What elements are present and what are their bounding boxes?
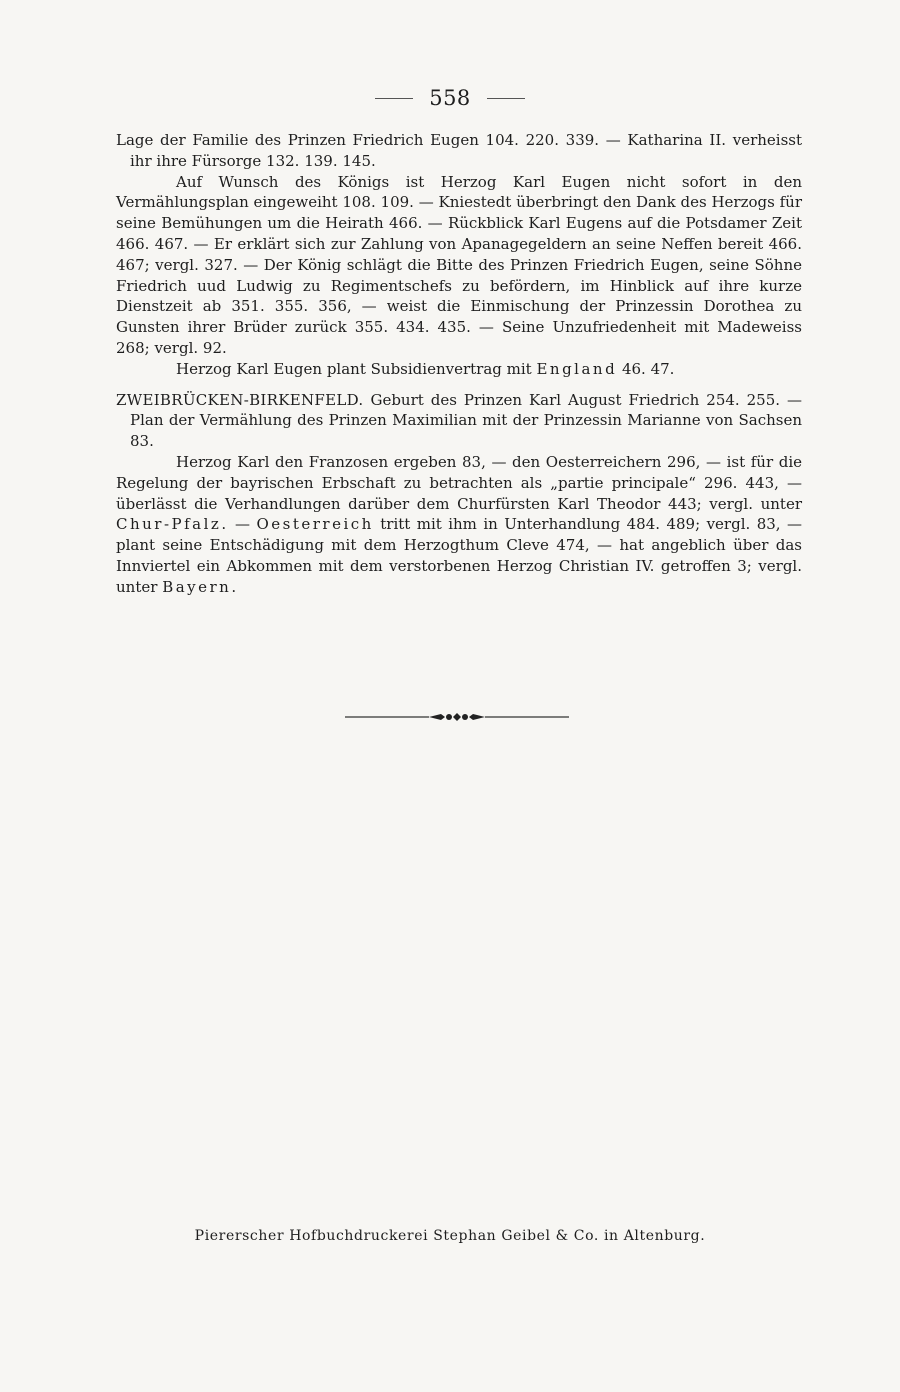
printer-imprint: Piererscher Hofbuchdruckerei Stephan Geibel & Co. in Altenburg.	[194, 1228, 706, 1244]
spaced-term: Oesterreich	[256, 515, 374, 534]
paragraph-text: —	[235, 515, 251, 534]
spaced-term: Chur-Pfalz.	[116, 515, 229, 534]
ornament-dot	[462, 714, 468, 720]
paragraph-text: Herzog Karl Eugen plant Subsidienvertrag mit	[176, 359, 532, 378]
spaced-term: Bayern.	[162, 577, 239, 596]
spaced-term: England	[536, 359, 618, 378]
entry-heading: ZWEIBRÜCKEN-BIRKENFELD.	[116, 390, 364, 409]
entry-paragraph	[116, 359, 802, 380]
entry-paragraph: Auf Wunsch des Königs ist Herzog Karl Eugen nicht sofort in den Vermählungsplan eingeweiht 108. 109. — Kniestedt überbringt den Dank des Herzogs für seine Bemühungen um die Heirath 466. — Rückblick Karl Eugens auf die Potsdamer Zeit 466. 467. — Er erklärt sich zur Zahlung von Apanagegeldern an seine Neffen bereit 466. 467; vergl. 327. — Der König schlägt die Bitte des Prinzen Friedrich Eugen, seine Söhne Friedrich uud Ludwig zu Regimentschefs zu befördern, im Hinblick auf ihre kurze Dienstzeit ab 351. 355. 356, — weist die Einmischung der Prinzessin Dorothea zu Gunsten ihrer Brüder zurück 355. 434. 435. — Seine Unzufriedenheit mit Madeweiss 268; vergl. 92.	[116, 172, 802, 357]
entry-gap	[116, 380, 802, 390]
end-ornament	[345, 708, 569, 726]
entry-continuation-paragraph	[116, 130, 802, 172]
ornament-dot	[446, 714, 452, 720]
page-number: 558	[429, 86, 471, 110]
paragraph-text: 46. 47.	[621, 359, 675, 378]
paragraph-text: tritt mit ihm in Unterhandlung 484. 489; vergl. 83, — plant seine Entschädigung mit dem Herzogthum Cleve 474, — hat angeblich über das Innviertel ein Abkommen mit dem verstorbenen Herzog Christian IV. getroffen 3; vergl. unter	[116, 515, 802, 596]
ornament-point-left	[429, 714, 445, 720]
paragraph-text: Herzog Karl den Franzosen ergeben 83, — den Oesterreichern 296, — ist für die Regelung der bayrischen Erbschaft zu betrachten als „partie principale“ 296. 443, — überlässt die Verhandlungen darüber dem Churfürsten Karl Theodor 443; vergl. unter	[116, 452, 802, 513]
entry-paragraph	[116, 452, 802, 598]
header-rule-left	[375, 98, 413, 99]
paragraph-text: Lage der Familie des Prinzen Friedrich Eugen 104. 220. 339. — Katharina II. verheisst ihr ihre Fürsorge 132. 139. 145.	[116, 131, 802, 170]
header-rule-right	[487, 98, 525, 99]
ornament-point-right	[469, 714, 485, 720]
index-body	[116, 130, 802, 598]
page-header	[0, 86, 900, 110]
ornament-diamond	[453, 713, 461, 721]
entry-heading-paragraph	[116, 390, 802, 452]
paragraph-text: Geburt des Prinzen Karl August Friedrich 254. 255. — Plan der Vermählung des Prinzen Maximilian mit der Prinzessin Marianne von Sachsen 83.	[130, 390, 802, 451]
